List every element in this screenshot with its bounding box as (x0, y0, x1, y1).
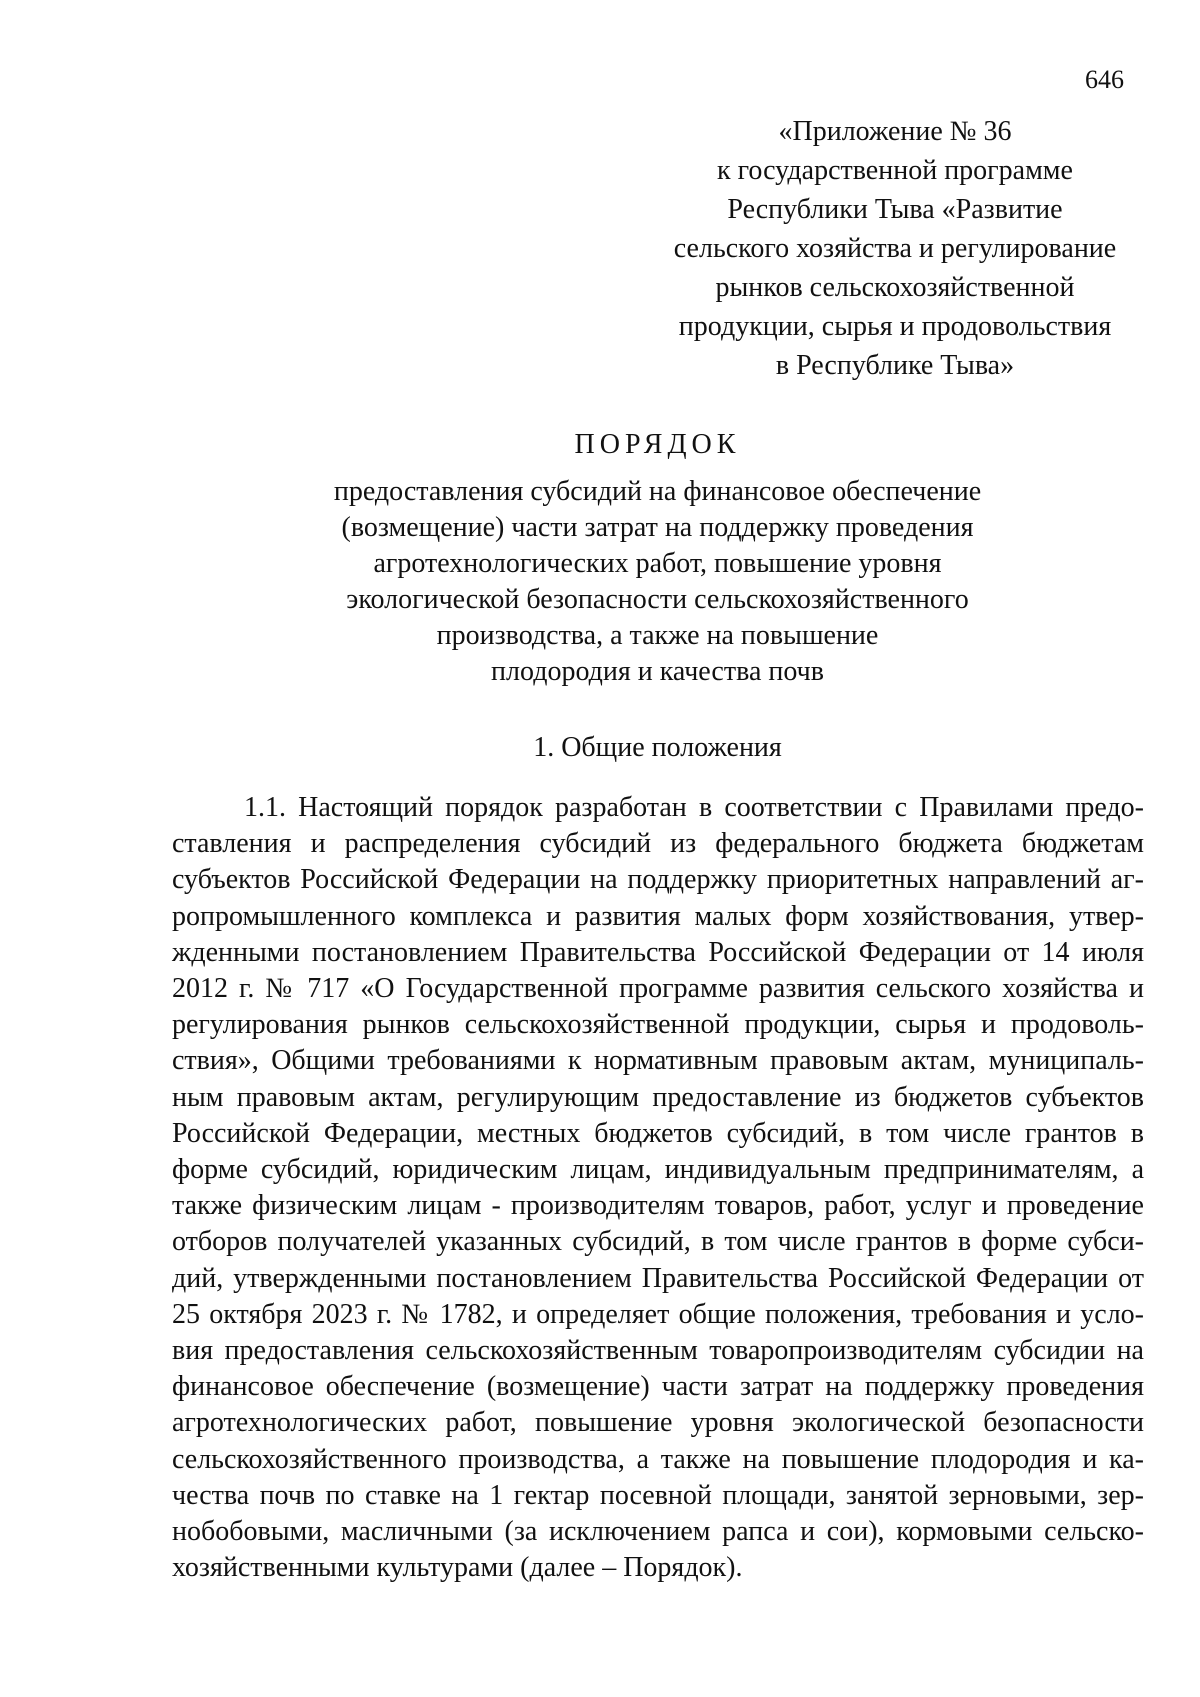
paragraph-line: Российской Федерации, местных бюджетов субсидий, в том числе грантов в (172, 1117, 1144, 1149)
paragraph-line: ставления и распределения субсидий из федерального бюджета бюджетам (172, 828, 1144, 860)
paragraph-line: также физическим лицам - производителям товаров, работ, услуг и проведение (172, 1190, 1144, 1222)
section-heading: 1. Общие положения (533, 732, 782, 763)
subtitle-line: плодородия и качества почв (491, 656, 824, 687)
paragraph-line: хозяйственными культурами (далее – Порядок). (172, 1552, 743, 1584)
subtitle-line: агротехнологических работ, повышение уровня (373, 548, 942, 579)
appendix-line: в Республике Тыва» (775, 350, 1015, 381)
paragraph-line: регулирования рынков сельскохозяйственной продукции, сырья и продоволь- (172, 1009, 1144, 1041)
paragraph-line: ропромышленного комплекса и развития малых форм хозяйствования, утвер- (172, 900, 1144, 932)
paragraph-line: ствия», Общими требованиями к нормативным правовым актам, муниципаль- (172, 1045, 1144, 1077)
paragraph-line: нобобовыми, масличными (за исключением рапса и сои), кормовыми сельско- (172, 1516, 1144, 1548)
appendix-line: к государственной программе (717, 155, 1073, 186)
appendix-line: «Приложение № 36 (778, 116, 1012, 147)
paragraph-line: финансовое обеспечение (возмещение) части затрат на поддержку проведения (172, 1371, 1144, 1403)
appendix-header (660, 112, 1130, 385)
appendix-line: сельского хозяйства и регулирование (673, 233, 1117, 264)
document-subtitle (300, 474, 1015, 690)
subtitle-line: производства, а также на повышение (436, 620, 879, 651)
page-number: 646 (1085, 65, 1124, 94)
appendix-line: Республики Тыва «Развитие (727, 194, 1063, 225)
paragraph-line: вия предоставления сельскохозяйственным товаропроизводителям субсидии на (172, 1335, 1144, 1367)
paragraph-line: дий, утвержденными постановлением Правительства Российской Федерации от (172, 1262, 1144, 1294)
paragraph-line: агротехнологических работ, повышение уровня экологической безопасности (172, 1407, 1144, 1439)
paragraph-line: жденными постановлением Правительства Российской Федерации от 14 июля (172, 936, 1144, 968)
paragraph-line: 2012 г. № 717 «О Государственной программе развития сельского хозяйства и (172, 973, 1144, 1005)
subtitle-line: предоставления субсидий на финансовое обеспечение (333, 476, 982, 507)
appendix-line: рынков сельскохозяйственной (715, 272, 1075, 303)
appendix-line: продукции, сырья и продовольствия (678, 311, 1112, 342)
paragraph-line: 25 октября 2023 г. № 1782, и определяет общие положения, требования и усло- (172, 1298, 1144, 1330)
document-title: ПОРЯДОК (574, 429, 741, 460)
subtitle-line: (возмещение) части затрат на поддержку проведения (341, 512, 974, 543)
paragraph-line: отборов получателей указанных субсидий, в том числе грантов в форме субси- (172, 1226, 1144, 1258)
paragraph-line: ным правовым актам, регулирующим предоставление из бюджетов субъектов (172, 1081, 1144, 1113)
paragraph-1-1 (172, 790, 1144, 1586)
paragraph-line: форме субсидий, юридическим лицам, индивидуальным предпринимателям, а (172, 1154, 1144, 1186)
subtitle-line: экологической безопасности сельскохозяйственного (346, 584, 969, 615)
paragraph-line: сельскохозяйственного производства, а также на повышение плодородия и ка- (172, 1443, 1144, 1475)
paragraph-line: 1.1. Настоящий порядок разработан в соответствии с Правилами предо- (244, 792, 1144, 823)
paragraph-line: чества почв по ставке на 1 гектар посевной площади, занятой зерновыми, зер- (172, 1479, 1144, 1511)
paragraph-line: субъектов Российской Федерации на поддержку приоритетных направлений аг- (172, 864, 1144, 896)
